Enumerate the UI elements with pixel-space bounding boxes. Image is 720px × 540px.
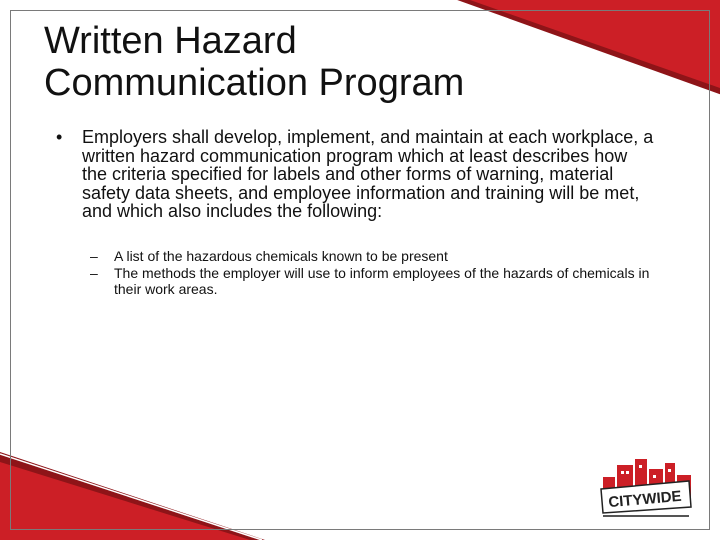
title-line-2: Communication Program: [44, 62, 465, 104]
dash-marker: –: [90, 248, 98, 264]
sub-bullet-item: [90, 265, 650, 298]
sub-bullet-text: The methods the employer will use to inform employees of the hazards of chemicals in their work areas.: [114, 264, 650, 297]
bullet-item: [56, 128, 656, 221]
dash-marker: –: [90, 264, 98, 281]
sub-bullet-text: A list of the hazardous chemicals known to be present: [114, 248, 448, 264]
slide-title: [44, 20, 604, 104]
sub-bullet-item: [90, 248, 650, 265]
title-line-1: Written Hazard: [44, 20, 297, 62]
citywide-logo: [595, 455, 695, 525]
bullet-marker: •: [56, 127, 63, 147]
logo-underline: [603, 515, 689, 517]
logo-wordmark: CITYWIDE: [607, 487, 683, 512]
sub-bullet-list: [90, 248, 650, 298]
bullet-text: Employers shall develop, implement, and maintain at each workplace, a written hazard communication program which at least describes how the criteria specified for labels and other forms of warning, material safety data sheets, and employee information and training will be met, and which also includes the following:: [82, 127, 654, 222]
